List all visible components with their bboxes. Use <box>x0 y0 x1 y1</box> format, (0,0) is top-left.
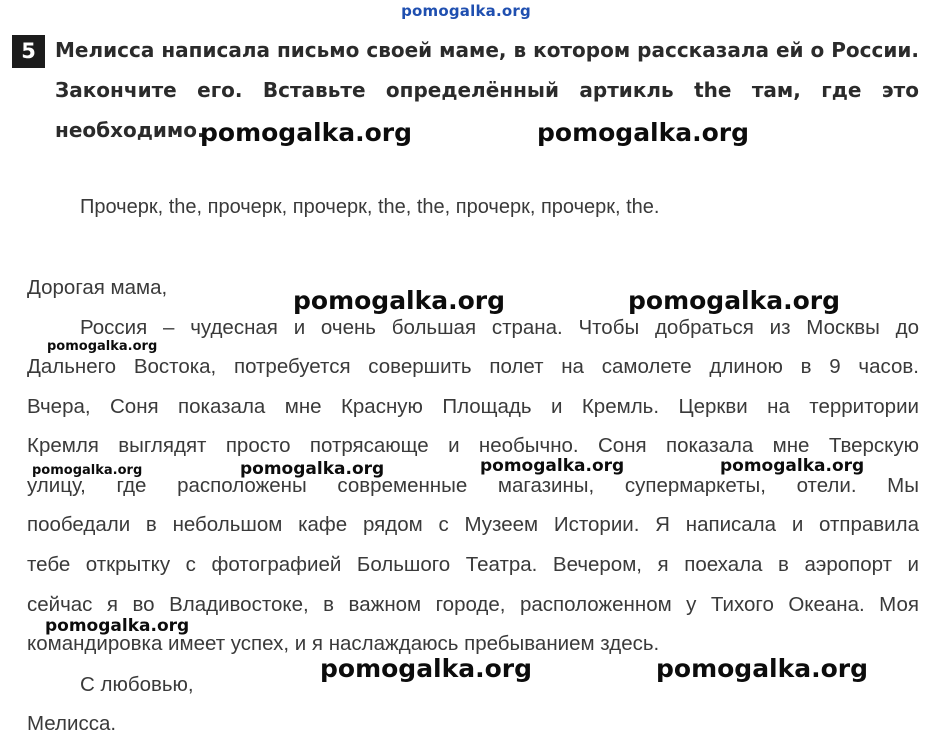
site-header-watermark: pomogalka.org <box>401 2 531 20</box>
letter-line-8: сейчас я во Владивостоке, в важном городе, расположенном у Тихого Океана. Моя <box>27 593 919 616</box>
watermark-2: pomogalka.org <box>537 118 750 147</box>
task-line-2: Закончите его. Вставьте определённый артикль the там, где это <box>55 78 919 102</box>
watermark-12: pomogalka.org <box>656 654 869 683</box>
watermark-1: pomogalka.org <box>200 118 413 147</box>
watermark-11: pomogalka.org <box>320 654 533 683</box>
answer-line: Прочерк, the, прочерк, прочерк, the, the, прочерк, прочерк, the. <box>80 196 660 218</box>
watermark-7: pomogalka.org <box>240 459 385 479</box>
watermark-9: pomogalka.org <box>720 456 865 476</box>
letter-closing: С любовью, <box>80 673 194 696</box>
watermark-8: pomogalka.org <box>480 456 625 476</box>
watermark-10: pomogalka.org <box>45 616 190 636</box>
watermark-3: pomogalka.org <box>293 286 506 315</box>
letter-greeting: Дорогая мама, <box>27 276 168 299</box>
letter-line-4: Кремля выглядят просто потрясающе и необычно. Соня показала мне Тверскую <box>27 434 919 457</box>
letter-signature: Мелисса. <box>27 712 117 735</box>
letter-line-3: Вчера, Соня показала мне Красную Площадь и Кремль. Церкви на территории <box>27 395 919 418</box>
watermark-5: pomogalka.org <box>47 339 158 354</box>
task-line-1: Мелисса написала письмо своей маме, в котором рассказала ей о России. <box>55 38 919 62</box>
letter-line-9: командировка имеет успех, и я наслаждаюсь пребыванием здесь. <box>27 632 660 655</box>
watermark-6: pomogalka.org <box>32 463 143 478</box>
letter-line-6: пообедали в небольшом кафе рядом с Музеем Истории. Я написала и отправила <box>27 513 919 536</box>
exercise-number-badge: 5 <box>12 35 45 68</box>
letter-line-5: улицу, где расположены современные магазины, супермаркеты, отели. Мы <box>27 474 919 497</box>
letter-line-7: тебе открытку с фотографией Большого Театра. Вечером, я поехала в аэропорт и <box>27 553 919 576</box>
watermark-4: pomogalka.org <box>628 286 841 315</box>
letter-line-1: Россия – чудесная и очень большая страна. Чтобы добраться из Москвы до <box>80 316 919 339</box>
letter-line-2: Дальнего Востока, потребуется совершить полет на самолете длиною в 9 часов. <box>27 355 919 378</box>
task-line-3: необходимо. <box>55 118 205 142</box>
